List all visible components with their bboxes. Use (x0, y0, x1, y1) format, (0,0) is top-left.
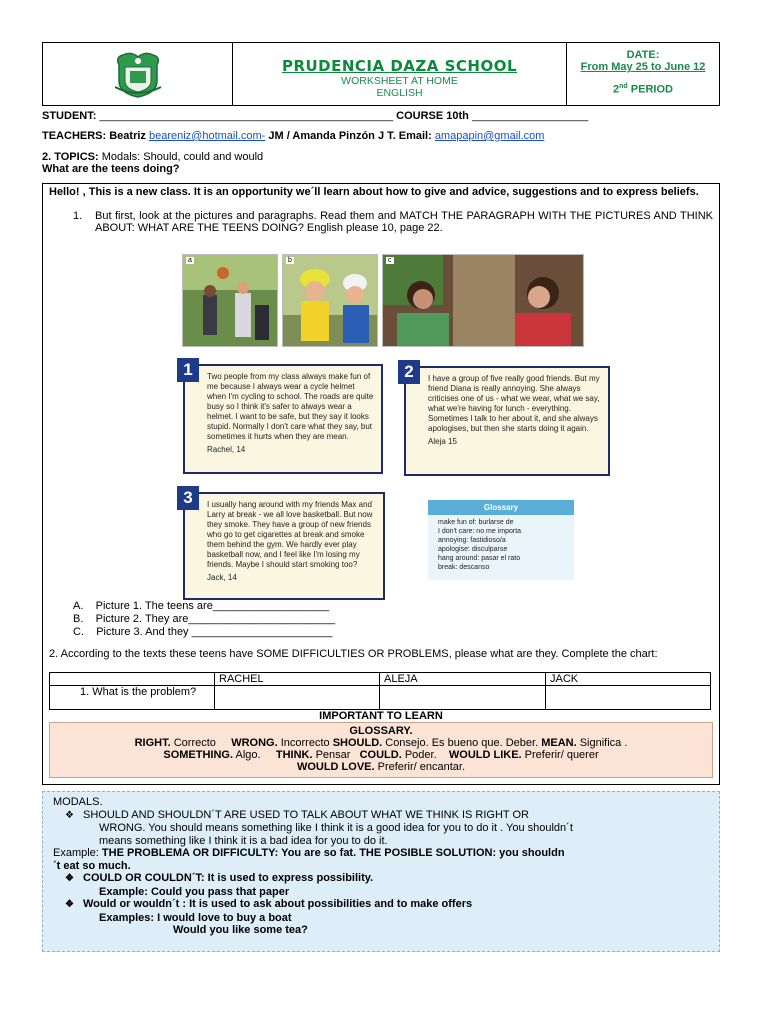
should-example: Example: THE PROBLEMA OR DIFFICULTY: You are so fat. THE POSIBLE SOLUTION: you shouldn (53, 847, 565, 859)
glossary-picture: Glossary make fun of: burlarse de I don't care: no me importa annoying: fastidioso/a apologise: disculparse hang around: pasar el rato break: descanso (428, 500, 574, 580)
school-logo (43, 43, 233, 105)
glossary-item: I don't care: no me importa (438, 528, 522, 535)
teens-photos (182, 254, 584, 347)
period-label: 2nd PERIOD (613, 83, 673, 96)
glossary-term: SHOULD. (332, 737, 383, 749)
school-crest-icon (111, 47, 165, 101)
subject-label: ENGLISH (376, 87, 423, 99)
table-header-cell: RACHEL (215, 673, 380, 686)
table-header-cell: ALEJA (380, 673, 546, 686)
paragraph-card-1: 1 Two people from my class always make fun of me because I always wear a cycle helmet when I'm cycling to school. The roads are quite busy so I think it's safer to always wear a helmet. I want to be safe, but they say it looks stupid. Normally I don't care what they say, but sometimes it hurts when they are mean. Rachel, 14 (183, 364, 383, 474)
table-header-row (50, 673, 711, 686)
glossary-meaning: Incorrecto (277, 737, 333, 749)
table-header-cell: JACK (546, 673, 711, 686)
date-range: From May 25 to June 12 (580, 61, 706, 73)
answer-cell-aleja[interactable] (380, 686, 546, 710)
table-row (50, 686, 711, 710)
could-rule: ❖ COULD OR COULDN´T: It is used to express possibility. (65, 872, 374, 884)
glossary-meaning: Preferir/ querer (521, 749, 599, 761)
glossary-meaning: Consejo. Es bueno que. Deber. (382, 737, 542, 749)
glossary-line-2 (50, 749, 712, 761)
glossary-term: WOULD LIKE. (448, 749, 522, 761)
glossary-meaning: Preferir/ encantar. (374, 761, 466, 773)
header-title-block (233, 43, 567, 105)
glossary-term: THINK. (275, 749, 313, 761)
glossary-meaning: Significa . (576, 737, 628, 749)
answer-c[interactable]: C. Picture 3. And they _______________________ (73, 626, 333, 638)
glossary-item: make fun of: burlarse de (438, 519, 514, 526)
email-link-beatriz[interactable]: beareniz@hotmail.com- (148, 130, 266, 142)
date-label: DATE: (626, 49, 660, 61)
worksheet-subtitle: WORKSHEET AT HOME (341, 75, 458, 87)
glossary-term: WRONG. (231, 737, 278, 749)
modals-title: MODALS. (53, 796, 103, 808)
student-line: STUDENT: ________________________________________________ COURSE 10th ___________________ (42, 110, 589, 122)
glossary-meaning: Poder. (401, 749, 449, 761)
intro-text: Hello! , This is a new class. It is an opportunity we´ll learn about how to give and advice, suggestions and to express beliefs. (49, 186, 699, 198)
topics-line: 2. TOPICS: Modals: Should, could and would (42, 151, 264, 163)
problems-chart (49, 672, 711, 710)
glossary-term: COULD. (359, 749, 402, 761)
email-link-amanda[interactable]: amapapin@gmail.com (434, 130, 545, 142)
glossary-meaning: Algo. (233, 749, 276, 761)
answer-lines (73, 600, 335, 639)
glossary-title: GLOSSARY. (349, 725, 413, 737)
worksheet-header (42, 42, 720, 106)
glossary-meaning: Correcto (170, 737, 232, 749)
glossary-item: annoying: fastidioso/a (438, 537, 506, 544)
activity-box (42, 183, 720, 785)
paragraph-card-2: 2 I have a group of five really good friends. But my friend Diana is really annoying. She always criticises one of us - what we wear, what we say, what we're having for lunch - everything. Sometimes I talk to her about it, and she always apologises, but then she starts doing it again. Aleja 15 (404, 366, 610, 476)
glossary-line-3 (50, 761, 712, 773)
glossary-line-1 (50, 737, 712, 749)
glossary-term: SOMETHING. (163, 749, 234, 761)
school-name: PRUDENCIA DAZA SCHOOL (281, 57, 518, 75)
should-rule: ❖ SHOULD AND SHOULDN´T ARE USED TO TALK ABOUT WHAT WE THINK IS RIGHT OR (65, 808, 529, 821)
question-2: 2. According to the texts these teens have SOME DIFFICULTIES OR PROBLEMS, please what are they. Complete the chart: (49, 648, 658, 660)
glossary-term: MEAN. (541, 737, 577, 749)
answer-a[interactable]: A. Picture 1. The teens are___________________ (73, 600, 330, 612)
glossary-term: WOULD LOVE. (296, 761, 375, 773)
glossary-box (49, 722, 713, 778)
paragraph-card-3: 3 I usually hang around with my friends Max and Larry at break - we all love basketball. But now they smoke. They have a group of new friends who go to get cigarettes at break and smoke them behind the gym. We hardly ever play basketball now, and I feel like I'm losing my friends. Maybe I should start smoking too? Jack, 14 (183, 492, 385, 600)
teachers-line: TEACHERS: Beatriz beareniz@hotmail.com- JM / Amanda Pinzón J T. Email: amapapin@gmail.com (42, 130, 545, 142)
glossary-item: break: descanso (438, 564, 490, 571)
glossary-item: apologise: disculparse (438, 546, 508, 553)
important-heading: IMPORTANT TO LEARN (319, 710, 443, 722)
glossary-meaning: Pensar (312, 749, 360, 761)
modals-box: MODALS. ❖ SHOULD AND SHOULDN´T ARE USED TO TALK ABOUT WHAT WE THINK IS RIGHT OR WRONG. You should means something like I think it is a good idea for you to do it . You shouldn´t means something like I think it is a bad idea for you to do it. Example: THE PROBLEMA OR DIFFICULTY: You are so fat. THE POSIBLE SOLUTION: you shouldn ´t eat so much. ❖ COULD OR COULDN´T: It is used to express possibility. Example: Could you pass that paper ❖ Would or wouldn´t : It is used to ask about possibilities and to make offers Examples: I would love to buy a boat Would you like some tea? (42, 791, 720, 952)
photo-c-girls-talking: c (382, 254, 584, 347)
question-1: 1. But first, look at the pictures and paragraphs. Read them and MATCH THE PARAGRAPH WITH THE PICTURES AND THINK ABOUT: WHAT ARE THE TEENS DOING? English please 10, page 22. (73, 210, 713, 234)
answer-cell-rachel[interactable] (215, 686, 380, 710)
glossary-item: hang around: pasar el rato (438, 555, 521, 562)
answer-cell-jack[interactable] (546, 686, 711, 710)
question-heading: What are the teens doing? (42, 163, 180, 175)
answer-b[interactable]: B. Picture 2. They are________________________ (73, 613, 336, 625)
date-block (567, 43, 719, 105)
table-row-label: 1. What is the problem? (50, 686, 215, 710)
would-rule: ❖ Would or wouldn´t : It is used to ask about possibilities and to make offers (65, 898, 473, 910)
table-header-cell (50, 673, 215, 686)
photo-a-basketball: a (182, 254, 278, 347)
photo-b-cyclists: b (282, 254, 378, 347)
glossary-term: RIGHT. (134, 737, 171, 749)
